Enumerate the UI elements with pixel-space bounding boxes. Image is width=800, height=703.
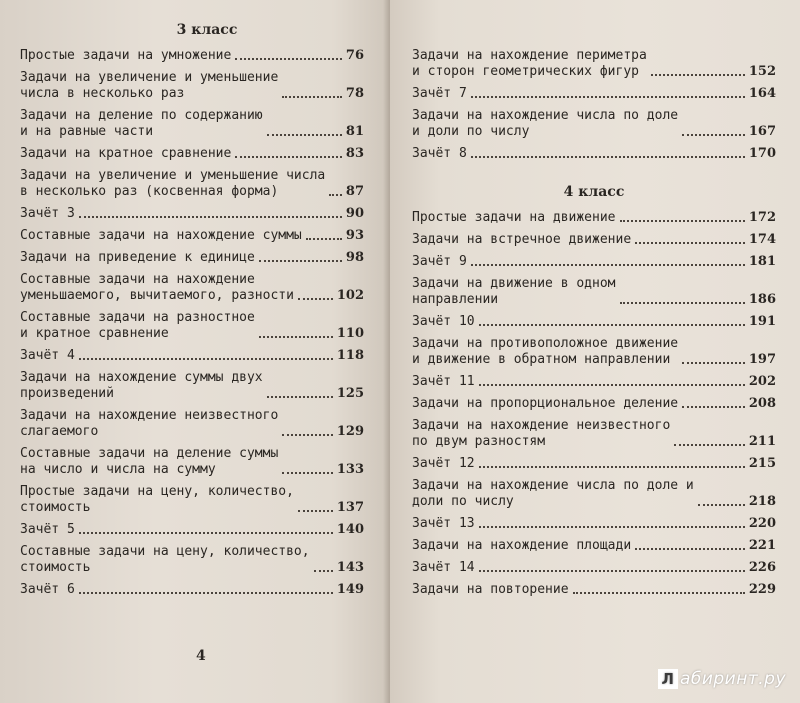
- toc-entry-title: Задачи на увеличение и уменьшение числа в несколько раз: [20, 70, 279, 101]
- toc-entry-page: 229: [748, 582, 776, 597]
- toc-entry-page: 98: [345, 250, 364, 265]
- right-top-toc-list: [412, 48, 776, 162]
- toc-entry: [20, 582, 364, 598]
- dot-leader: [282, 434, 333, 436]
- dot-leader: [471, 96, 745, 98]
- toc-entry-page: 181: [748, 254, 776, 269]
- toc-entry-title: Зачёт 5: [20, 522, 75, 537]
- toc-entry: [20, 250, 364, 266]
- toc-entry: [412, 560, 776, 576]
- toc-entry-page: 83: [345, 146, 364, 161]
- toc-entry-page: 90: [345, 206, 364, 221]
- dot-leader: [620, 302, 745, 304]
- toc-entry-page: 76: [345, 48, 364, 63]
- toc-entry-title: Задачи на нахождение суммы двух произведений: [20, 370, 263, 401]
- toc-entry: [412, 582, 776, 598]
- dot-leader: [79, 592, 333, 594]
- toc-entry-page: 152: [748, 64, 776, 79]
- dot-leader: [682, 362, 745, 364]
- toc-entry: [20, 544, 364, 576]
- dot-leader: [479, 384, 745, 386]
- toc-entry-page: 140: [336, 522, 364, 537]
- toc-entry-title: Зачёт 7: [412, 86, 467, 101]
- toc-entry-title: Задачи на нахождение периметра и сторон геометрических фигур: [412, 48, 647, 79]
- dot-leader: [698, 504, 745, 506]
- dot-leader: [479, 324, 745, 326]
- toc-entry: [20, 408, 364, 440]
- toc-entry: [412, 86, 776, 102]
- toc-entry-title: Составные задачи на цену, количество, стоимость: [20, 544, 310, 575]
- toc-entry: [20, 146, 364, 162]
- toc-entry-page: 202: [748, 374, 776, 389]
- toc-entry: [412, 538, 776, 554]
- toc-entry: [412, 210, 776, 226]
- dot-leader: [471, 156, 745, 158]
- dot-leader: [682, 134, 745, 136]
- dot-leader: [479, 570, 745, 572]
- toc-entry-title: Задачи на нахождение неизвестного по двум разностям: [412, 418, 671, 449]
- right-toc-list: [412, 210, 776, 598]
- toc-entry-page: 172: [748, 210, 776, 225]
- dot-leader: [235, 156, 342, 158]
- toc-entry-title: Простые задачи на движение: [412, 210, 616, 225]
- dot-leader: [79, 358, 333, 360]
- toc-entry-title: Зачёт 9: [412, 254, 467, 269]
- toc-entry: [20, 70, 364, 102]
- toc-entry-title: Составные задачи на нахождение суммы: [20, 228, 302, 243]
- toc-entry: [20, 446, 364, 478]
- toc-entry-title: Составные задачи на разностное и кратное сравнение: [20, 310, 255, 341]
- dot-leader: [674, 444, 745, 446]
- toc-entry-title: Составные задачи на деление суммы на число и числа на сумму: [20, 446, 279, 477]
- toc-entry: [20, 522, 364, 538]
- dot-leader: [79, 216, 342, 218]
- toc-entry: [412, 146, 776, 162]
- toc-entry-page: 149: [336, 582, 364, 597]
- toc-entry: [20, 48, 364, 64]
- toc-entry: [412, 336, 776, 368]
- toc-entry: [412, 418, 776, 450]
- toc-entry: [412, 276, 776, 308]
- dot-leader: [267, 396, 333, 398]
- dot-leader: [298, 298, 333, 300]
- dot-leader: [298, 510, 333, 512]
- toc-entry: [20, 272, 364, 304]
- toc-entry: [20, 206, 364, 222]
- labirint-logo-icon: Л: [658, 669, 678, 689]
- toc-entry-page: 102: [336, 288, 364, 303]
- toc-entry-title: Зачёт 13: [412, 516, 475, 531]
- grade-3-heading: 3 класс: [176, 22, 238, 38]
- dot-leader: [282, 96, 342, 98]
- toc-entry-page: 81: [345, 124, 364, 139]
- dot-leader: [267, 134, 342, 136]
- dot-leader: [479, 526, 745, 528]
- toc-entry-page: 218: [748, 494, 776, 509]
- toc-entry: [412, 456, 776, 472]
- toc-entry-title: Задачи на пропорциональное деление: [412, 396, 679, 411]
- dot-leader: [79, 532, 333, 534]
- toc-entry: [412, 478, 776, 510]
- toc-entry-title: Простые задачи на умножение: [20, 48, 232, 63]
- toc-entry: [412, 516, 776, 532]
- toc-entry-page: 118: [336, 348, 364, 363]
- toc-entry-page: 221: [748, 538, 776, 553]
- toc-entry-title: Зачёт 11: [412, 374, 475, 389]
- toc-entry: [412, 232, 776, 248]
- toc-entry-title: Зачёт 10: [412, 314, 475, 329]
- toc-entry-title: Задачи на нахождение числа по доле и доли по числу: [412, 108, 679, 139]
- toc-entry-page: 174: [748, 232, 776, 247]
- toc-entry-page: 110: [336, 326, 364, 341]
- toc-entry-page: 143: [336, 560, 364, 575]
- grade-4-heading: 4 класс: [563, 184, 625, 200]
- toc-entry-page: 211: [748, 434, 776, 449]
- dot-leader: [306, 238, 342, 240]
- toc-entry: [20, 108, 364, 140]
- toc-entry-page: 197: [748, 352, 776, 367]
- toc-entry: [412, 108, 776, 140]
- toc-entry: [412, 254, 776, 270]
- toc-entry: [412, 396, 776, 412]
- toc-entry-title: Задачи на нахождение неизвестного слагаемого: [20, 408, 279, 439]
- toc-entry-title: Задачи на нахождение площади: [412, 538, 632, 553]
- toc-entry: [20, 310, 364, 342]
- toc-entry-title: Зачёт 6: [20, 582, 75, 597]
- toc-entry-page: 125: [336, 386, 364, 401]
- toc-entry-title: Зачёт 4: [20, 348, 75, 363]
- dot-leader: [259, 336, 333, 338]
- toc-entry: [20, 348, 364, 364]
- toc-entry: [20, 370, 364, 402]
- toc-entry-title: Задачи на противоположное движение и движение в обратном направлении: [412, 336, 679, 367]
- toc-entry-page: 164: [748, 86, 776, 101]
- labirint-watermark: [658, 669, 786, 689]
- dot-leader: [329, 194, 342, 196]
- toc-entry-title: Задачи на нахождение числа по доле и доли по числу: [412, 478, 694, 509]
- page-number: 4: [196, 648, 206, 664]
- toc-entry-title: Задачи на кратное сравнение: [20, 146, 232, 161]
- toc-entry-page: 226: [748, 560, 776, 575]
- toc-entry: [20, 228, 364, 244]
- toc-entry-title: Задачи на встречное движение: [412, 232, 632, 247]
- toc-entry-title: Составные задачи на нахождение уменьшаемого, вычитаемого, разности: [20, 272, 294, 303]
- toc-entry-page: 191: [748, 314, 776, 329]
- toc-entry-page: 87: [345, 184, 364, 199]
- dot-leader: [635, 242, 745, 244]
- toc-entry-title: Зачёт 14: [412, 560, 475, 575]
- dot-leader: [682, 406, 745, 408]
- dot-leader: [259, 260, 342, 262]
- toc-entry-title: Зачёт 8: [412, 146, 467, 161]
- toc-entry-page: 186: [748, 292, 776, 307]
- toc-entry: [412, 48, 776, 80]
- right-page: [390, 0, 800, 703]
- toc-entry-title: Зачёт 3: [20, 206, 75, 221]
- left-page: [0, 0, 390, 703]
- toc-entry-page: 137: [336, 500, 364, 515]
- left-toc-list: [20, 48, 364, 598]
- toc-entry-title: Простые задачи на цену, количество, стоимость: [20, 484, 294, 515]
- dot-leader: [573, 592, 745, 594]
- toc-entry-page: 167: [748, 124, 776, 139]
- toc-entry-page: 78: [345, 86, 364, 101]
- toc-entry-title: Задачи на приведение к единице: [20, 250, 255, 265]
- toc-entry: [20, 168, 364, 200]
- toc-entry-page: 133: [336, 462, 364, 477]
- toc-entry: [20, 484, 364, 516]
- toc-entry: [412, 374, 776, 390]
- dot-leader: [651, 74, 745, 76]
- dot-leader: [235, 58, 342, 60]
- dot-leader: [314, 570, 333, 572]
- toc-entry-page: 215: [748, 456, 776, 471]
- dot-leader: [471, 264, 745, 266]
- toc-entry-title: Задачи на увеличение и уменьшение числа в несколько раз (косвенная форма): [20, 168, 326, 199]
- toc-entry-title: Задачи на движение в одном направлении: [412, 276, 616, 307]
- toc-entry-page: 170: [748, 146, 776, 161]
- toc-entry-page: 93: [345, 228, 364, 243]
- dot-leader: [282, 472, 333, 474]
- toc-entry: [412, 314, 776, 330]
- toc-entry-page: 129: [336, 424, 364, 439]
- toc-entry-page: 220: [748, 516, 776, 531]
- toc-entry-title: Зачёт 12: [412, 456, 475, 471]
- toc-entry-page: 208: [748, 396, 776, 411]
- dot-leader: [479, 466, 745, 468]
- watermark-text: абиринт.ру: [679, 669, 786, 689]
- toc-entry-title: Задачи на повторение: [412, 582, 569, 597]
- dot-leader: [620, 220, 745, 222]
- toc-entry-title: Задачи на деление по содержанию и на равные части: [20, 108, 263, 139]
- dot-leader: [635, 548, 745, 550]
